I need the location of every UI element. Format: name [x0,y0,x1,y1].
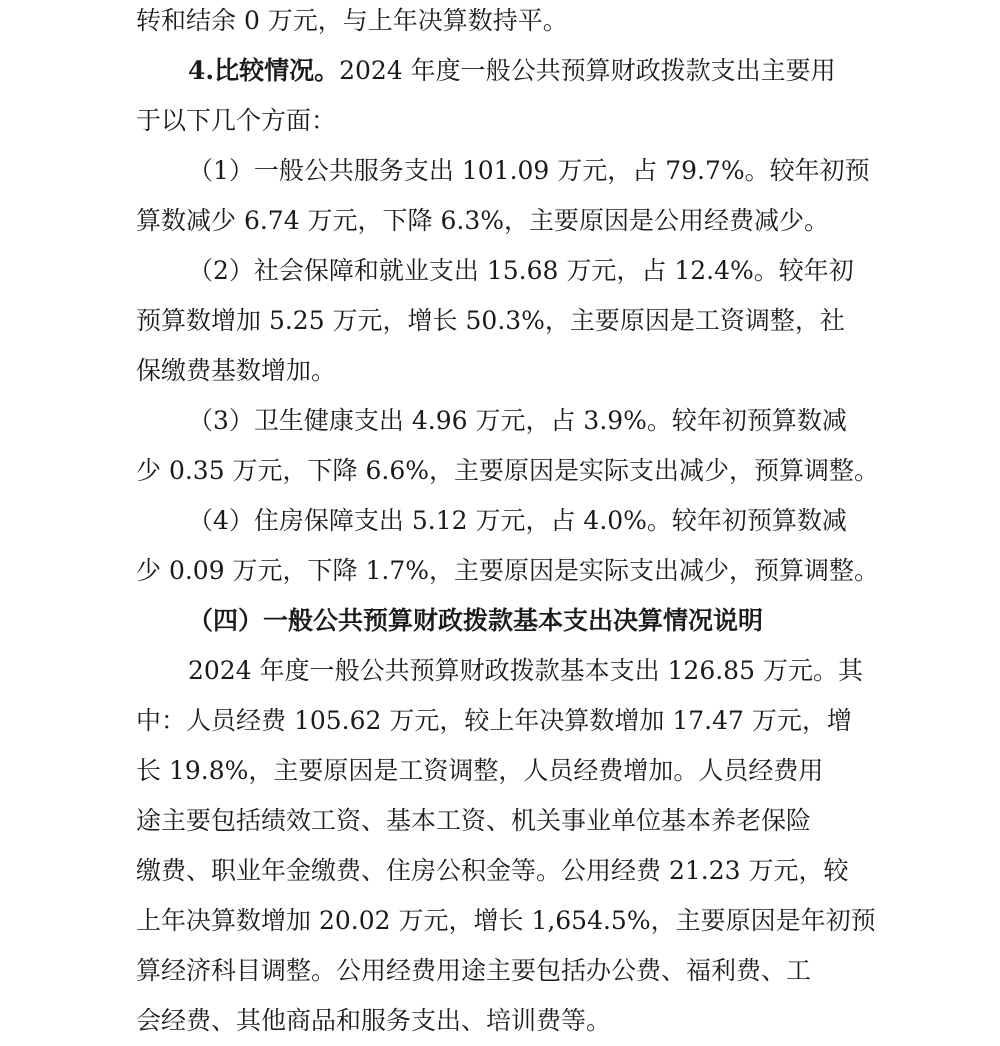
text-line: 预算数增加 5.25 万元，增长 50.3%，主要原因是工资调整，社 [136,306,845,335]
text-line: 算数减少 6.74 万元，下降 6.3%，主要原因是公用经费减少。 [136,206,830,235]
text-line: （3）卫生健康支出 4.96 万元，占 3.9%。较年初预算数减 [188,406,847,435]
text-line: 2024 年度一般公共预算财政拨款基本支出 126.85 万元。其 [188,656,863,685]
text-line: 少 0.35 万元，下降 6.6%，主要原因是实际支出减少，预算调整。 [136,456,880,485]
text-line: 少 0.09 万元，下降 1.7%，主要原因是实际支出减少，预算调整。 [136,556,880,585]
section-heading-basic-expenditure: （四）一般公共预算财政拨款基本支出决算情况说明 [188,606,764,635]
text-line: 中：人员经费 105.62 万元，较上年决算数增加 17.47 万元，增 [136,706,852,735]
text-line: 转和结余 0 万元，与上年决算数持平。 [136,6,568,35]
text-line: 会经费、其他商品和服务支出、培训费等。 [136,1006,612,1035]
heading-text: 2024 年度一般公共预算财政拨款支出主要用 [339,56,836,85]
text-line: 上年决算数增加 20.02 万元，增长 1,654.5%，主要原因是年初预 [136,906,876,935]
heading-label: 4.比较情况。 [188,56,340,85]
text-line: （4）住房保障支出 5.12 万元，占 4.0%。较年初预算数减 [188,506,847,535]
text-line: 途主要包括绩效工资、基本工资、机关事业单位基本养老保险 [136,806,812,835]
text-line: 于以下几个方面： [136,106,337,135]
text-line: 长 19.8%，主要原因是工资调整，人员经费增加。人员经费用 [136,756,824,785]
text-line: （1）一般公共服务支出 101.09 万元，占 79.7%。较年初预 [188,156,870,185]
text-line: 算经济科目调整。公用经费用途主要包括办公费、福利费、工 [136,956,812,985]
text-line: 缴费、职业年金缴费、住房公积金等。公用经费 21.23 万元，较 [136,856,849,885]
section-heading-comparison [188,46,836,96]
text-line: 保缴费基数增加。 [136,356,337,385]
text-line: （2）社会保障和就业支出 15.68 万元，占 12.4%。较年初 [188,256,854,285]
